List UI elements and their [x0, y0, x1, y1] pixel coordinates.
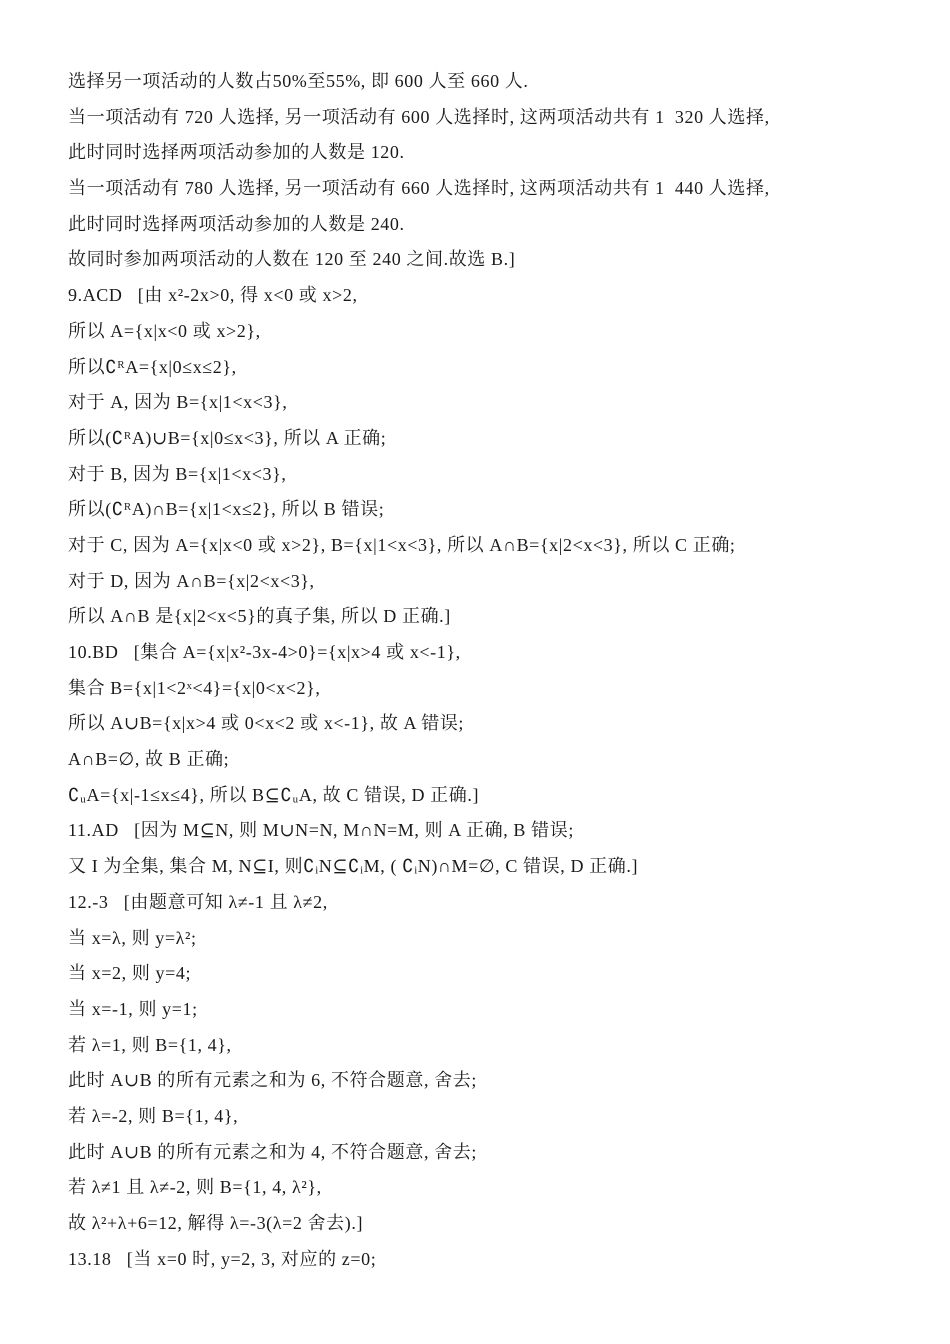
- text-line: 对于 B, 因为 B={x|1<x<3},: [68, 463, 287, 484]
- text-line: 故 λ²+λ+6=12, 解得 λ=-3(λ=2 舍去).]: [68, 1213, 364, 1233]
- text-line: 所以 A∪B={x|x>4 或 0<x<2 或 x<-1}, 故 A 错误;: [68, 713, 465, 734]
- text-line: 当一项活动有 780 人选择, 另一项活动有 660 人选择时, 这两项活动共有 1 440 人选择,: [68, 178, 770, 199]
- text-line: 所以∁ᴿA={x|0≤x≤2},: [68, 356, 237, 377]
- text-line: 所以 A∩B 是{x|2<x<5}的真子集, 所以 D 正确.]: [68, 606, 451, 627]
- text-line: 此时 A∪B 的所有元素之和为 4, 不符合题意, 舍去;: [68, 1141, 477, 1162]
- question-9-answer: 9.ACD [由 x²-2x>0, 得 x<0 或 x>2,: [68, 285, 358, 306]
- question-11-answer: 11.AD [因为 M⊆N, 则 M∪N=N, M∩N=M, 则 A 正确, B 错误;: [68, 820, 574, 841]
- text-line: 集合 B={x|1<2ˣ<4}={x|0<x<2},: [68, 677, 321, 698]
- text-line: 所以(∁ᴿA)∩B={x|1<x≤2}, 所以 B 错误;: [68, 499, 385, 520]
- text-line: 所以(∁ᴿA)∪B={x|0≤x<3}, 所以 A 正确;: [68, 427, 387, 448]
- text-line: 当 x=2, 则 y=4;: [68, 963, 192, 984]
- text-line: 当一项活动有 720 人选择, 另一项活动有 600 人选择时, 这两项活动共有 1 320 人选择,: [68, 106, 770, 127]
- text-line: ∁ᵤA={x|-1≤x≤4}, 所以 B⊆∁ᵤA, 故 C 错误, D 正确.]: [68, 784, 480, 805]
- text-line: 又 I 为全集, 集合 M, N⊆I, 则∁ᵢN⊆∁ᵢM, ( ∁ᵢN)∩M=∅, C 错误, D 正确.]: [68, 856, 639, 877]
- text-line: 对于 D, 因为 A∩B={x|2<x<3},: [68, 570, 315, 591]
- text-line: 对于 A, 因为 B={x|1<x<3},: [68, 392, 288, 413]
- text-line: 此时同时选择两项活动参加的人数是 120.: [68, 142, 405, 163]
- text-line: 此时 A∪B 的所有元素之和为 6, 不符合题意, 舍去;: [68, 1070, 477, 1091]
- text-line: 当 x=λ, 则 y=λ²;: [68, 927, 197, 948]
- text-line: 所以 A={x|x<0 或 x>2},: [68, 320, 261, 341]
- text-line: 选择另一项活动的人数占50%至55%, 即 600 人至 660 人.: [68, 71, 529, 91]
- text-line: 对于 C, 因为 A={x|x<0 或 x>2}, B={x|1<x<3}, 所以 A∩B={x|2<x<3}, 所以 C 正确;: [68, 534, 736, 555]
- text-line: 若 λ=-2, 则 B={1, 4},: [68, 1105, 239, 1126]
- question-13-answer: 13.18 [当 x=0 时, y=2, 3, 对应的 z=0;: [68, 1248, 377, 1269]
- question-10-answer: 10.BD [集合 A={x|x²-3x-4>0}={x|x>4 或 x<-1},: [68, 642, 461, 662]
- text-line: A∩B=∅, 故 B 正确;: [68, 749, 230, 770]
- text-line: 当 x=-1, 则 y=1;: [68, 998, 198, 1019]
- solution-text: [68, 64, 908, 1277]
- text-line: 若 λ≠1 且 λ≠-2, 则 B={1, 4, λ²},: [68, 1177, 322, 1198]
- question-12-answer: 12.-3 [由题意可知 λ≠-1 且 λ≠2,: [68, 891, 328, 912]
- text-line: 若 λ=1, 则 B={1, 4},: [68, 1034, 232, 1055]
- text-line: 此时同时选择两项活动参加的人数是 240.: [68, 213, 405, 234]
- text-line: 故同时参加两项活动的人数在 120 至 240 之间.故选 B.]: [68, 249, 516, 270]
